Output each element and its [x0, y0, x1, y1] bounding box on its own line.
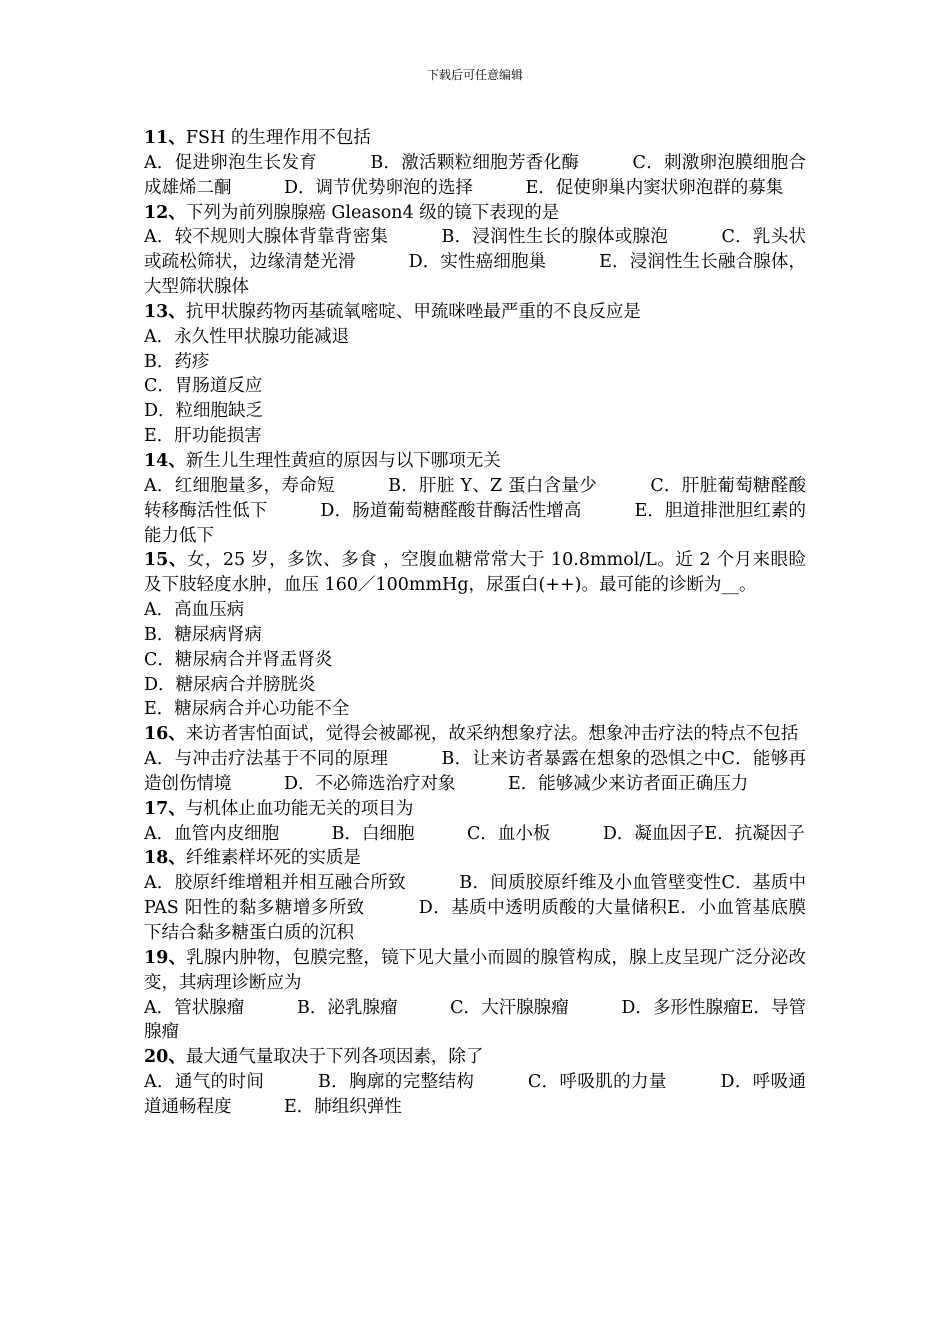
question-15: [144, 548, 806, 722]
answer-options: A．管状腺瘤 B．泌乳腺瘤 C．大汗腺腺瘤 D．多形性腺瘤E．导管腺瘤: [144, 997, 806, 1043]
answer-option: B．药疹: [144, 351, 210, 372]
question-number: 14、: [144, 450, 186, 471]
question-stem: [144, 548, 806, 598]
question-stem: [144, 846, 806, 871]
question-11: [144, 126, 806, 201]
answer-option: B．糖尿病肾病: [144, 624, 262, 645]
question-18: [144, 846, 806, 945]
answer-option: E．肝功能损害: [144, 426, 262, 447]
question-number: 17、: [144, 798, 186, 819]
question-number: 15、: [144, 550, 187, 571]
answer-options: A．较不规则大腺体背靠背密集 B．浸润性生长的腺体或腺泡 C．乳头状或疏松筛状，边缘清楚光滑 D．实性癌细胞巢 E．浸润性生长融合腺体，大型筛状腺体: [144, 227, 806, 298]
answer-options: A．与冲击疗法基于不同的原理 B．让来访者暴露在想象的恐惧之中C．能够再造创伤情境 D．不必筛选治疗对象 E．能够减少来访者面正确压力: [144, 749, 806, 794]
question-stem: [144, 300, 806, 325]
question-text: 最大通气量取决于下列各项因素，除了: [185, 1047, 484, 1068]
answer-option: C．糖尿病合并肾盂肾炎: [144, 649, 333, 670]
question-number: 19、: [144, 947, 187, 968]
answer-option: A．永久性甲状腺功能减退: [144, 326, 350, 347]
question-stem: [144, 797, 806, 822]
question-number: 16、: [144, 724, 186, 745]
answer-options: A．促进卵泡生长发育 B．激活颗粒细胞芳香化酶 C．刺激卵泡膜细胞合成雄烯二酮 D．调节优势卵泡的选择 E．促使卵巢内窦状卵泡群的募集: [144, 152, 806, 198]
question-16: [144, 722, 806, 797]
answer-option: A．高血压病: [144, 600, 245, 621]
question-text: 抗甲状腺药物丙基硫氧嘧啶、甲巯咪唑最严重的不良反应是: [185, 301, 641, 322]
question-17: [144, 797, 806, 847]
question-text: 纤维素样坏死的实质是: [185, 848, 361, 869]
question-stem: [144, 722, 806, 747]
question-number: 11、: [144, 128, 186, 148]
question-stem: [144, 1045, 806, 1070]
page-header: 下载后可任意编辑: [426, 68, 523, 82]
answer-option: E．糖尿病合并心功能不全: [144, 699, 350, 720]
question-number: 20、: [144, 1047, 186, 1068]
question-text: 乳腺内肿物，包膜完整，镜下见大量小而圆的腺管构成，腺上皮呈现广泛分泌改变，其病理诊断应为: [144, 947, 806, 993]
question-number: 13、: [144, 301, 186, 322]
question-19: [144, 946, 806, 1045]
answer-option: C．胃肠道反应: [144, 376, 263, 397]
question-text: 新生儿生理性黄疸的原因与以下哪项无关: [185, 450, 501, 471]
question-number: 12、: [144, 202, 186, 223]
question-stem: [144, 946, 806, 996]
question-text: 来访者害怕面试，觉得会被鄙视，故采纳想象疗法。想象冲击疗法的特点不包括: [185, 724, 799, 745]
question-text: 女，25 岁，多饮、多食 ，空腹血糖常常大于 10.8mmol/L。近 2 个月来眼睑及下肢轻度水肿，血压 160／100mmHg，尿蛋白(++)。最可能的诊断为__。: [144, 550, 806, 596]
question-14: [144, 449, 806, 548]
answer-options: A．红细胞量多，寿命短 B．肝脏 Y、Z 蛋白含量少 C．肝脏葡萄糖醛酸转移酶活性低下 D．肠道葡萄糖醛酸苷酶活性增高 E．胆道排泄胆红素的能力低下: [144, 475, 806, 546]
answer-option: D．糖尿病合并膀胱炎: [144, 674, 316, 695]
question-13: [144, 300, 806, 449]
question-stem: [144, 201, 806, 226]
question-list: [144, 126, 806, 1120]
answer-options: A．血管内皮细胞 B．白细胞 C．血小板 D．凝血因子E．抗凝因子: [144, 823, 805, 844]
answer-option: D．粒细胞缺乏: [144, 401, 264, 422]
question-number: 18、: [144, 848, 186, 869]
question-20: [144, 1045, 806, 1120]
question-text: FSH 的生理作用不包括: [185, 128, 371, 148]
answer-options: A．通气的时间 B．胸廓的完整结构 C．呼吸肌的力量 D．呼吸通道通畅程度 E．肺组织弹性: [144, 1072, 806, 1117]
answer-options: A．胶原纤维增粗并相互融合所致 B．间质胶原纤维及小血管壁变性C．基质中 PAS 阳性的黏多糖增多所致 D．基质中透明质酸的大量储积E．小血管基底膜下结合黏多糖蛋白质的沉积: [144, 873, 806, 943]
question-text: 与机体止血功能无关的项目为: [185, 798, 414, 819]
question-text: 下列为前列腺腺癌 Gleason4 级的镜下表现的是: [185, 202, 560, 223]
question-stem: [144, 126, 806, 151]
question-12: [144, 201, 806, 300]
question-stem: [144, 449, 806, 474]
